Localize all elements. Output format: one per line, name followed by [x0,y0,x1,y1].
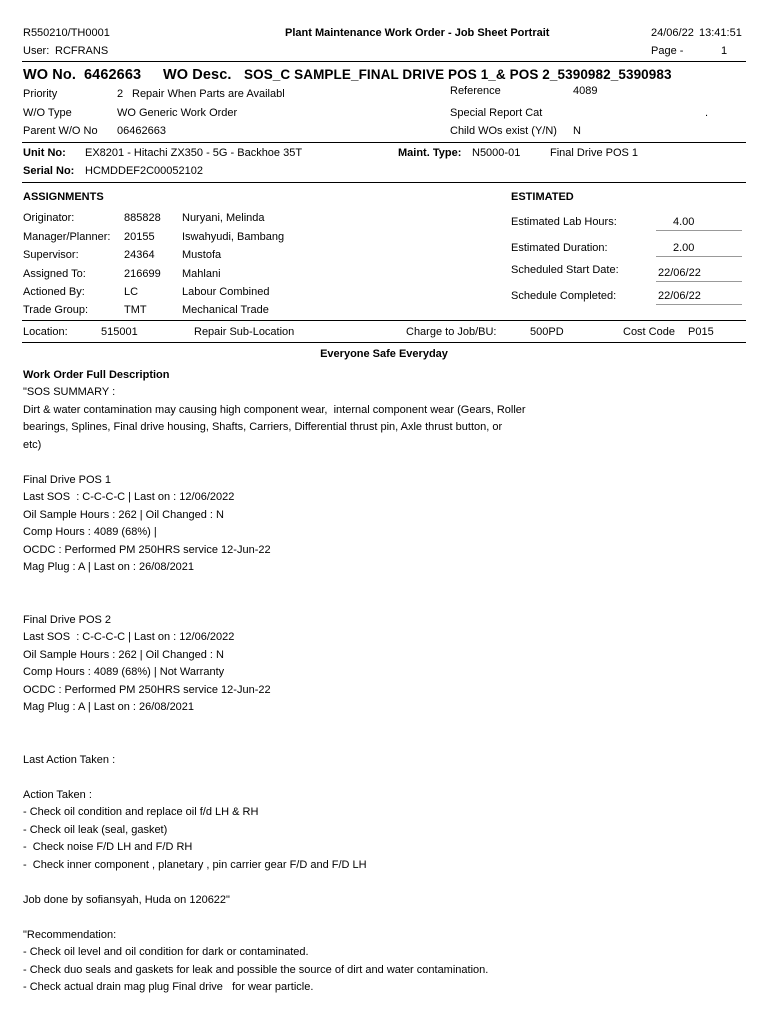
description-heading: Work Order Full Description [23,369,170,381]
priority-code: 2 [117,88,124,100]
priority-text: Repair When Parts are Availabl [132,88,285,100]
assignment-code: LC [124,286,139,298]
location-divider [22,342,746,343]
assignments-divider [22,320,746,321]
cost-code-label: Cost Code [623,326,675,338]
page-number: 1 [721,45,728,57]
estimated-underline [656,281,742,282]
assignment-name: Mustofa [182,249,222,261]
cost-code-value: P015 [688,326,714,338]
page-label: Page - [651,45,684,57]
child-wo-value: N [573,125,581,137]
description-line: etc) [23,438,42,451]
description-line: "SOS SUMMARY : [23,386,116,398]
assignments-heading: ASSIGNMENTS [23,191,104,203]
estimated-underline [656,304,742,305]
assignment-name: Mechanical Trade [182,304,269,316]
estimated-underline [656,230,742,231]
estimated-value: 2.00 [673,242,695,254]
assignment-code: TMT [124,304,147,316]
assignment-label: Assigned To: [23,268,86,280]
description-line: - Check inner component , planetary , pin carrier gear F/D and F/D LH [23,858,367,871]
description-line: OCDC : Performed PM 250HRS service 12-Jun-22 [23,543,271,556]
reference-value: 4089 [573,85,598,97]
wo-no-value: 6462663 [84,67,142,83]
report-title: Plant Maintenance Work Order - Job Sheet Portrait [285,27,550,39]
description-line: Job done by sofiansyah, Huda on 120622" [23,893,230,906]
estimated-value: 22/06/22 [658,267,701,279]
user-value: RCFRANS [55,45,109,57]
estimated-value: 4.00 [673,216,695,228]
description-line: Last Action Taken : [23,753,116,766]
assignment-label: Supervisor: [23,249,79,261]
description-line: Mag Plug : A | Last on : 26/08/2021 [23,561,195,573]
description-line: OCDC : Performed PM 250HRS service 12-Jun-22 [23,683,271,696]
parent-wo-value: 06462663 [117,125,166,137]
wo-type-value: WO Generic Work Order [117,107,238,119]
parent-wo-label: Parent W/O No [23,125,98,137]
maint-type-desc: Final Drive POS 1 [550,147,639,159]
child-wo-label: Child WOs exist (Y/N) [450,125,557,137]
description-line: Last SOS : C-C-C-C | Last on : 12/06/2022 [23,491,235,503]
description-line: Mag Plug : A | Last on : 26/08/2021 [23,701,195,713]
wo-divider [22,142,746,143]
sub-location: Repair Sub-Location [194,326,295,338]
maint-type-label: Maint. Type: [398,147,462,159]
unit-value: EX8201 - Hitachi ZX350 - 5G - Backhoe 35T [85,147,303,159]
description-line: - Check duo seals and gaskets for leak and possible the source of dirt and water contamination. [23,963,489,976]
estimated-label: Scheduled Start Date: [511,264,619,276]
description-line: bearings, Splines, Final drive housing, Shafts, Carriers, Differential thrust pin, Axle thrust button, or [23,421,503,433]
assignment-label: Actioned By: [23,286,85,298]
assignment-code: 885828 [124,212,161,224]
report-id: R550210/TH0001 [23,27,110,39]
description-line: - Check actual drain mag plug Final drive for wear particle. [23,981,314,993]
assignment-name: Iswahyudi, Bambang [182,231,285,243]
special-report-value: . [705,107,709,119]
location-label: Location: [23,326,68,338]
description-line: - Check oil level and oil condition for dark or contaminated. [23,946,309,958]
wo-desc-label: WO Desc. [163,67,232,83]
wo-desc-value: SOS_C SAMPLE_FINAL DRIVE POS 1_& POS 2_5390982_5390983 [244,67,672,82]
report-date: 24/06/22 [651,27,694,39]
description-line: - Check noise F/D LH and F/D RH [23,841,193,853]
assignment-code: 20155 [124,231,155,243]
estimated-value: 22/06/22 [658,290,701,302]
assignment-name: Labour Combined [182,286,270,298]
description-line: Oil Sample Hours : 262 | Oil Changed : N [23,508,224,521]
header-divider [22,61,746,62]
maint-type-code: N5000-01 [472,147,521,159]
description-line: Final Drive POS 2 [23,613,112,626]
assignment-name: Nuryani, Melinda [182,212,265,224]
reference-label: Reference [450,85,501,97]
estimated-heading: ESTIMATED [511,191,574,203]
estimated-underline [656,256,742,257]
description-line: "Recommendation: [23,928,117,941]
wo-type-label: W/O Type [23,107,72,119]
safety-slogan: Everyone Safe Everyday [320,348,448,360]
description-line: Action Taken : [23,788,92,801]
description-line: Final Drive POS 1 [23,473,112,486]
report-time: 13:41:51 [699,27,742,39]
serial-label: Serial No: [23,165,75,177]
description-line: Dirt & water contamination may causing high component wear, internal component wear (Gears, Roller [23,403,526,416]
serial-value: HCMDDEF2C00052102 [85,165,203,177]
priority-label: Priority [23,88,58,100]
charge-label: Charge to Job/BU: [406,326,497,338]
description-line: Last SOS : C-C-C-C | Last on : 12/06/2022 [23,631,235,643]
special-report-label: Special Report Cat [450,107,543,119]
assignment-name: Mahlani [182,268,221,280]
assignment-label: Manager/Planner: [23,231,111,243]
assignment-code: 24364 [124,249,155,261]
unit-label: Unit No: [23,147,66,159]
assignment-label: Trade Group: [23,304,89,316]
description-line: Oil Sample Hours : 262 | Oil Changed : N [23,648,224,661]
location-value: 515001 [101,326,138,338]
description-line: - Check oil leak (seal, gasket) [23,823,168,836]
assignment-code: 216699 [124,268,161,280]
user-label: User: [23,45,50,57]
description-line: Comp Hours : 4089 (68%) | Not Warranty [23,666,225,678]
description-line: - Check oil condition and replace oil f/d LH & RH [23,806,259,818]
assignment-label: Originator: [23,212,75,224]
estimated-label: Schedule Completed: [511,290,617,302]
unit-divider [22,182,746,183]
estimated-label: Estimated Duration: [511,242,608,254]
description-line: Comp Hours : 4089 (68%) | [23,526,157,538]
wo-no-label: WO No. [23,67,76,83]
charge-value: 500PD [530,326,564,338]
estimated-label: Estimated Lab Hours: [511,216,617,228]
